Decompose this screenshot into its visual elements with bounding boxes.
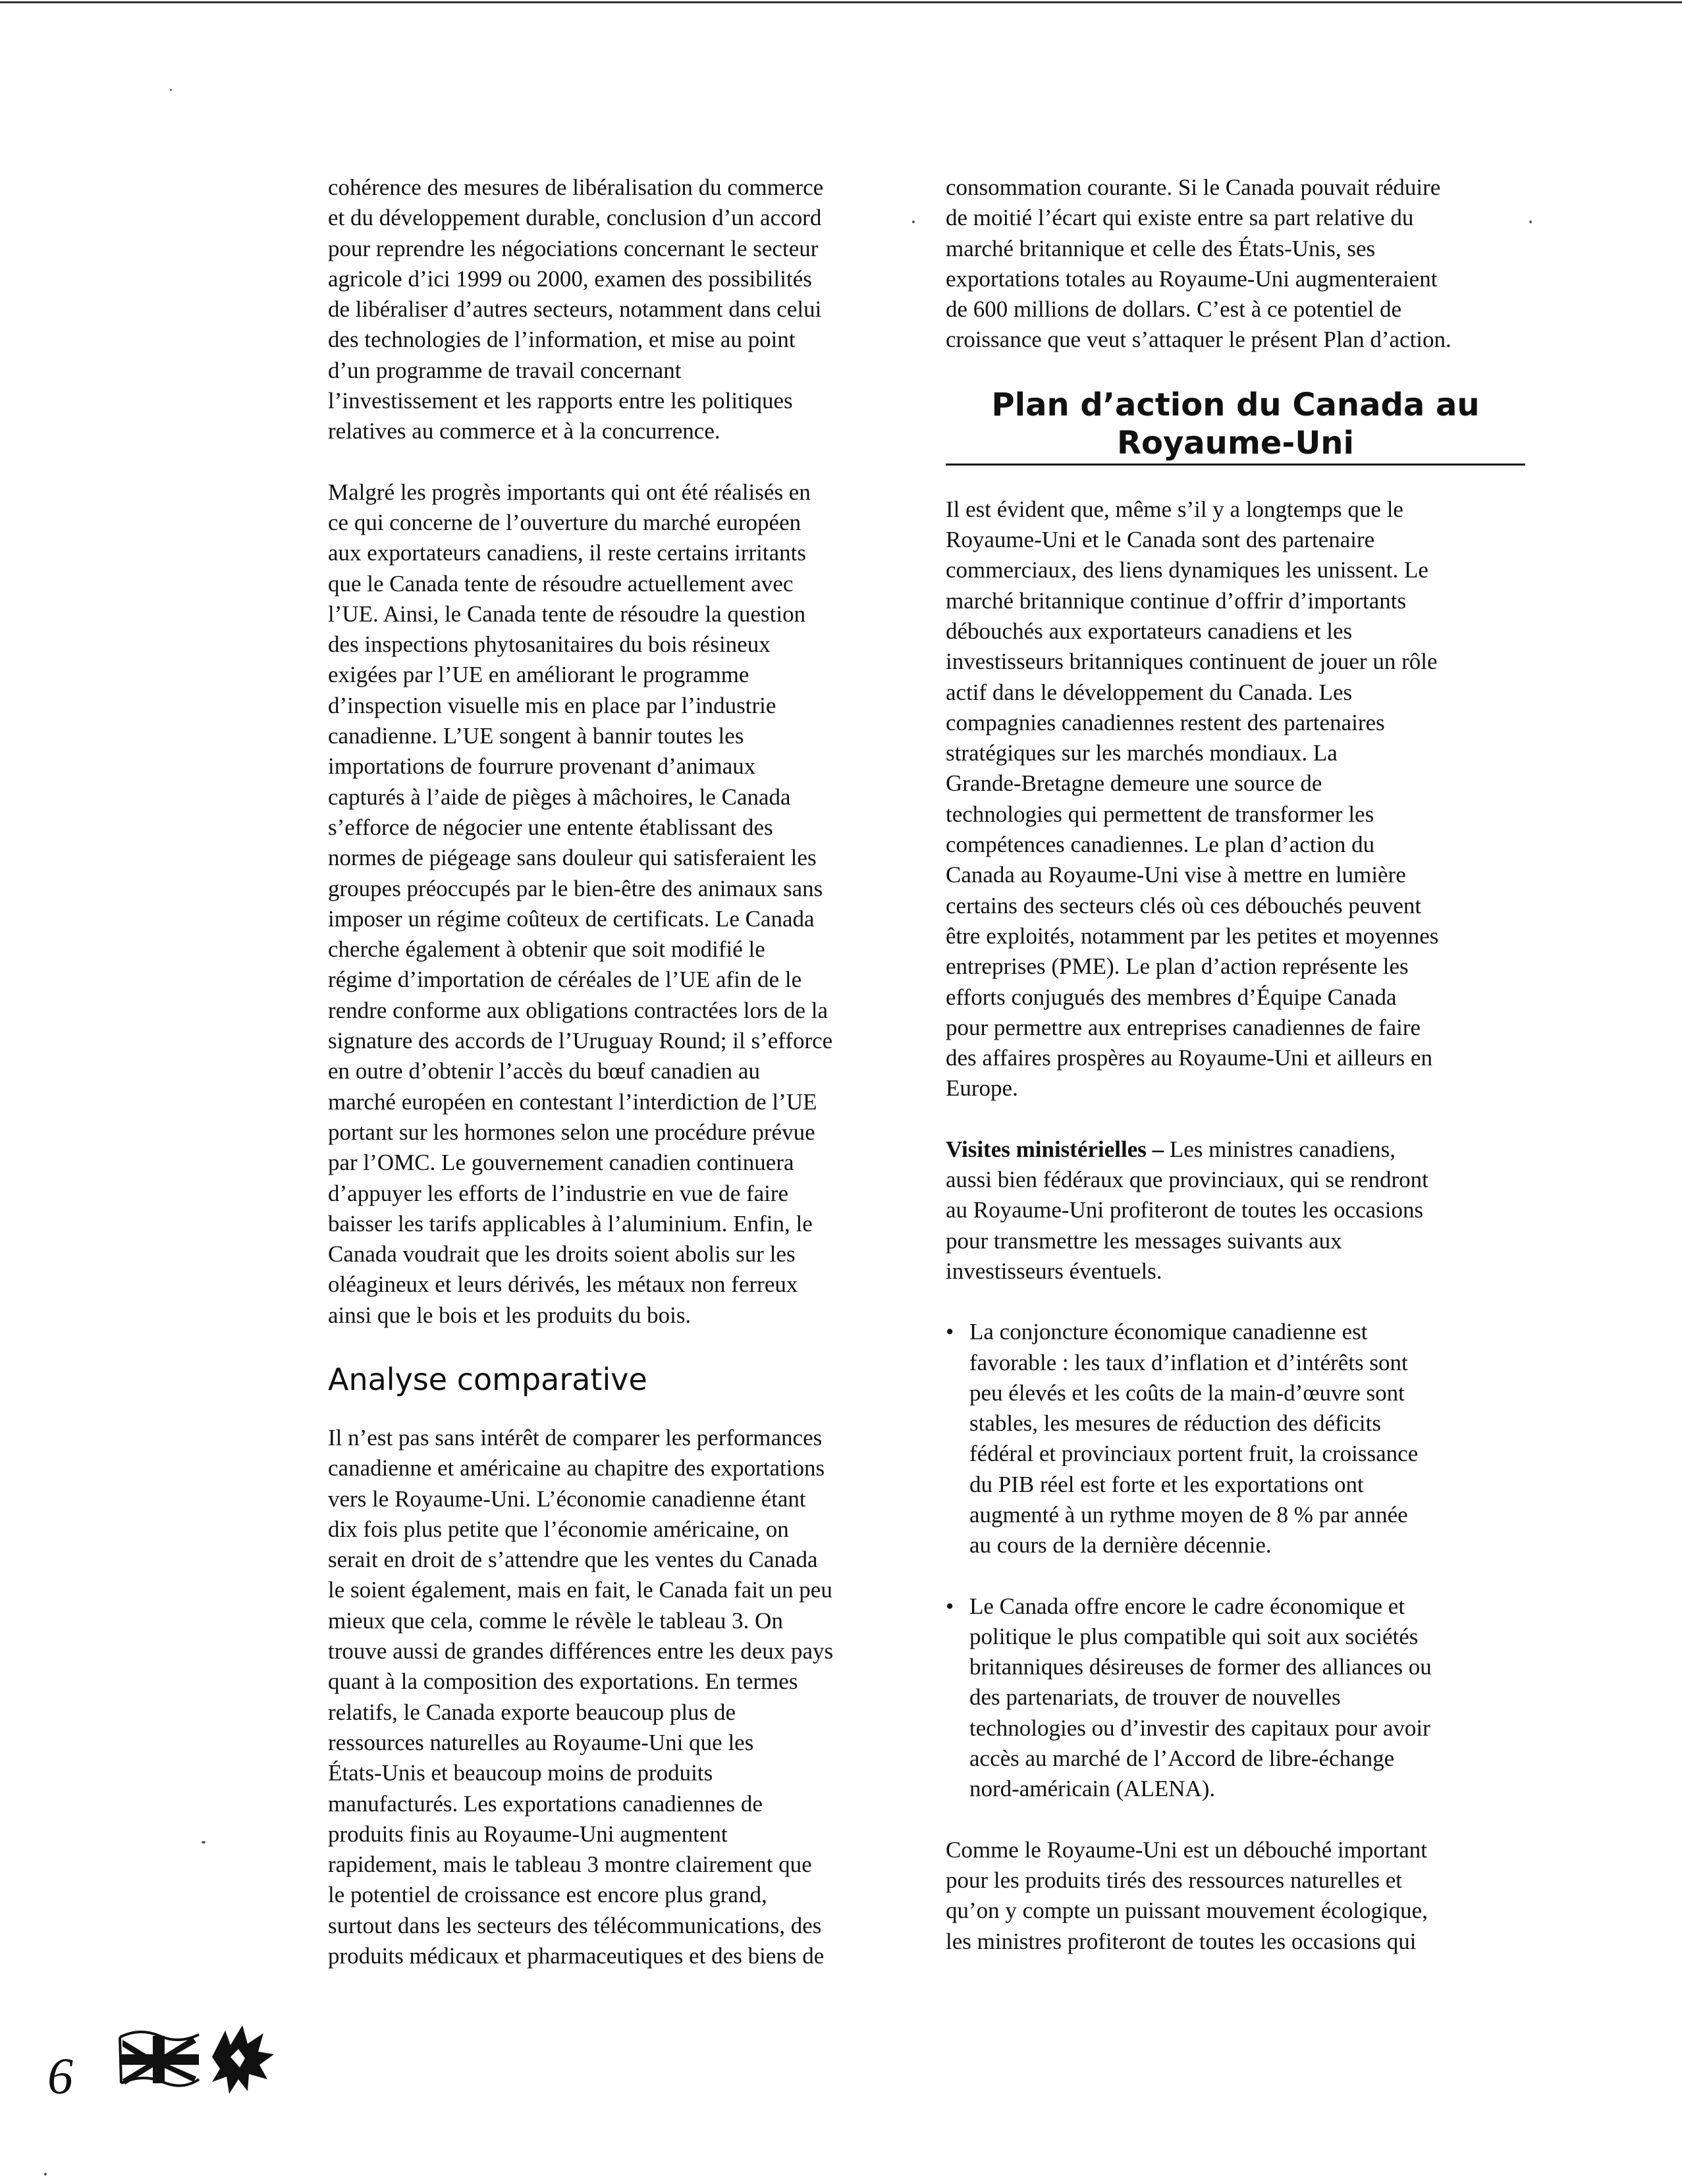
section-heading-underline — [946, 464, 1525, 466]
top-border-line — [0, 1, 1682, 3]
scan-speck — [170, 89, 172, 91]
page-number: 6 — [47, 2047, 73, 2104]
paragraph-irritants: Malgré les progrès importants qui ont été réalisés en ce qui concerne de l’ouverture du marché européen aux exportateurs canadiens, il reste certains irritants que le Canada tente de résoudre actuellement avec l’UE. Ainsi, le Canada tente de résoudre la question des inspections phytosanitaires du bois résineux exigées par l’UE en améliorant le programme d’inspection visuelle mis en place par l’industrie canadienne. L’UE songent à bannir toutes les importations de fourrure provenant d’animaux capturés à l’aide de pièges à mâchoires, le Canada s’efforce de négocier une entente établissant des normes de piégeage sans douleur qui satisferaient les groupes préoccupés par le bien-être des animaux sans imposer un régime coûteux de certificats. Le Canada cherche également à obtenir que soit modifié le régime d’importation de céréales de l’UE afin de le rendre conforme aux obligations contractées lors de la signature des accords de l’Uruguay Round; il s’efforce en outre d’obtenir l’accès du bœuf canadien au marché européen en contestant l’interdiction de l’UE portant sur les hormones selon une procédure prévue par l’OMC. Le gouvernement canadien continuera d’appuyer les efforts de l’industrie en vue de faire baisser les tarifs applicables à l’aluminium. Enfin, le Canada voudrait que les droits soient abolis sur les oléagineux et leurs dérivés, les métaux non ferreux ainsi que le bois et les produits du bois. — [328, 479, 833, 1328]
section-heading-plan-action: Plan d’action du Canada au Royaume-Uni — [991, 386, 1480, 462]
union-jack-maple-leaf-flag-icon — [113, 2011, 278, 2110]
message-bullet-list — [946, 1317, 1525, 1804]
paragraph-natural-resources: Comme le Royaume-Uni est un débouché important pour les produits tirés des ressources naturelles et qu’on y compte un puissant mouvement écologique, les ministres profiteront de toutes les occasions qui — [946, 1836, 1428, 1954]
bullet-item-framework — [946, 1591, 1525, 1805]
right-column — [946, 173, 1525, 1987]
ministerial-visits-lead: Visites ministérielles – — [946, 1136, 1164, 1162]
ministerial-visits-text: Les ministres canadiens, aussi bien fédéraux que provinciaux, qui se rendront au Royaume-Uni profiteront de toutes les occasions pour transmettre les messages suivants aux investisseurs éventuels. — [946, 1136, 1428, 1284]
left-column — [328, 173, 901, 2002]
bullet-text: La conjoncture économique canadienne est favorable : les taux d’inflation et d’intérêts sont peu élevés et les coûts de la main-d’œuvre sont stables, les mesures de réduction des déficits fédéral et provinciaux portent fruit, la croissance du PIB réel est forte et les exportations ont augmenté à un rythme moyen de 8 % par année au cours de la dernière décennie. — [969, 1319, 1419, 1558]
bullet-item-economy — [946, 1317, 1525, 1560]
scan-speck — [1529, 221, 1532, 223]
bullet-icon: • — [946, 1593, 954, 1619]
paragraph-comparative-analysis: Il n’est pas sans intérêt de comparer les performances canadienne et américaine au chapitre des exportations vers le Royaume-Uni. L’économie canadienne étant dix fois plus petite que l’économie américaine, on serait en droit de s’attendre que les ventes du Canada le soient également, mais en fait, le Canada fait un peu mieux que cela, comme le révèle le tableau 3. On trouve aussi de grandes différences entre les deux pays quant à la composition des exportations. En termes relatifs, le Canada exporte beaucoup plus de ressources naturelles au Royaume-Uni que les États-Unis et beaucoup moins de produits manufacturés. Les exportations canadiennes de produits finis au Royaume-Uni augmentent rapidement, mais le tableau 3 montre clairement que le potentiel de croissance est encore plus grand, surtout dans les secteurs des télécommunications, des produits médicaux et pharmaceutiques et des biens de — [328, 1424, 834, 1969]
paragraph-partnership: Il est évident que, même s’il y a longtemps que le Royaume-Uni et le Canada sont des partenaire commerciaux, des liens dynamiques les unissent. Le marché britannique continue d’offrir d’importants débouchés aux exportateurs canadiens et les investisseurs britanniques continuent de jouer un rôle actif dans le développement du Canada. Les compagnies canadiennes restent des partenaires stratégiques sur les marchés mondiaux. La Grande-Bretagne demeure une source de technologies qui permettent de transformer les compétences canadiennes. Le plan d’action du Canada au Royaume-Uni vise à mettre en lumière certains des secteurs clés où ces débouchés peuvent être exploités, notamment par les petites et moyennes entreprises (PME). Le plan d’action représente les efforts conjugués des membres d’Équipe Canada pour permettre aux entreprises canadiennes de faire des affaires prospères au Royaume-Uni et ailleurs en Europe. — [946, 496, 1439, 1102]
section-heading-analyse-comparative: Analyse comparative — [328, 1361, 647, 1397]
scan-speck — [202, 1841, 205, 1844]
scan-speck — [44, 2173, 47, 2175]
bullet-icon: • — [946, 1319, 954, 1345]
bullet-text: Le Canada offre encore le cadre économique et politique le plus compatible qui soit aux sociétés britanniques désireuses de former des alliances ou des partenariats, de trouver de nouvelles technologies ou d’investir des capitaux pour avoir accès au marché de l’Accord de libre-échange nord-américain (ALENA). — [969, 1593, 1432, 1802]
paragraph-ministerial-visits — [946, 1134, 1525, 1287]
scan-speck — [912, 221, 915, 223]
paragraph-consumption-potential: consommation courante. Si le Canada pouvait réduire de moitié l’écart qui existe entre sa part relative du marché britannique et celle des États-Unis, ses exportations totales au Royaume-Uni augmenteraient de 600 millions de dollars. C’est à ce potentiel de croissance que veut s’attaquer le présent Plan d’action. — [946, 174, 1451, 353]
paragraph-trade-liberalization: cohérence des mesures de libéralisation du commerce et du développement durable, conclusion d’un accord pour reprendre les négociations concernant le secteur agricole d’ici 1999 ou 2000, examen des possibilités de libéraliser d’autres secteurs, notamment dans celui des technologies de l’information, et mise au point d’un programme de travail concernant l’investissement et les rapports entre les politiques relatives au commerce et à la concurrence. — [328, 174, 824, 444]
